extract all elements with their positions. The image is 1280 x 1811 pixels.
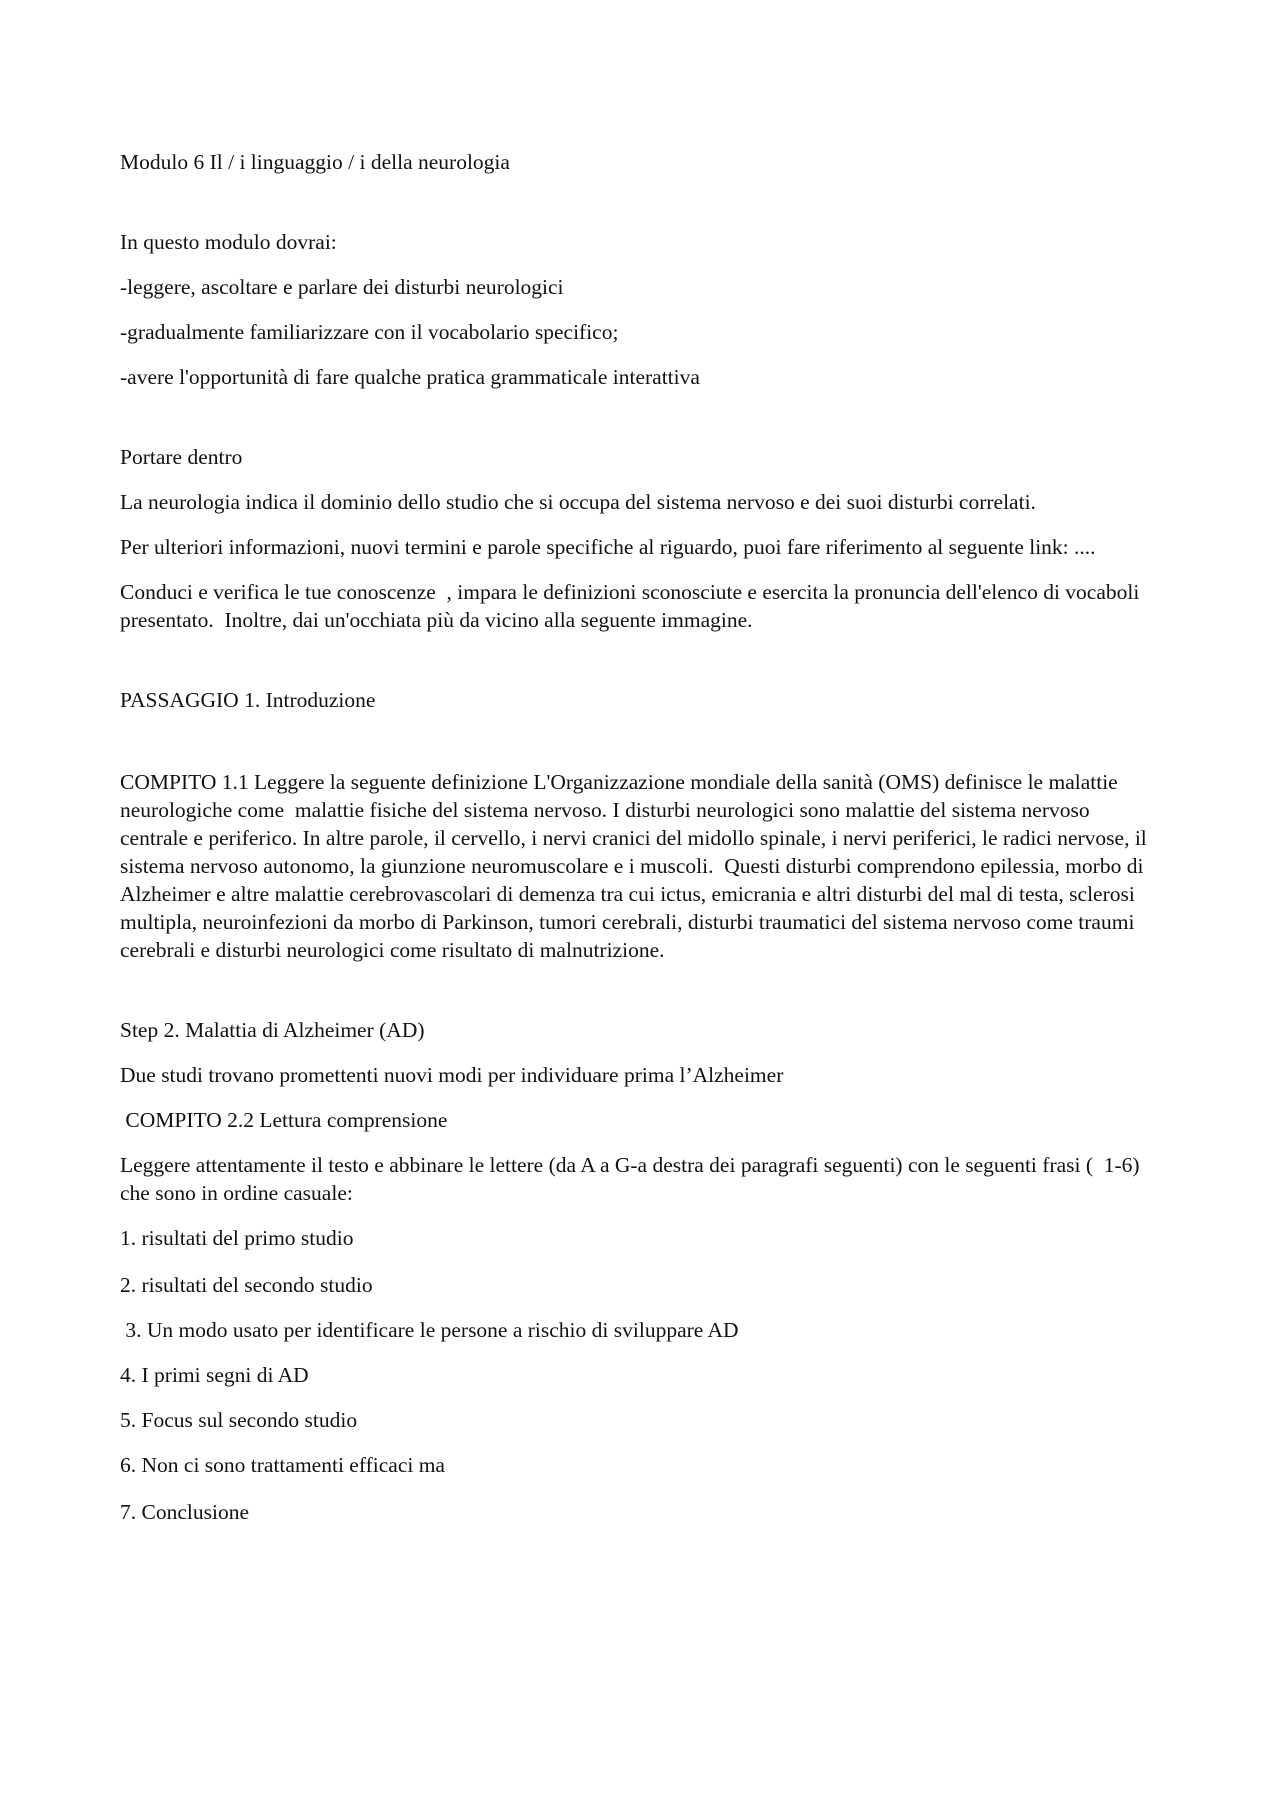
intro-lead: In questo modulo dovrai: — [120, 230, 337, 254]
list-item: 4. I primi segni di AD — [120, 1363, 309, 1387]
section-heading-step1: PASSAGGIO 1. Introduzione — [120, 688, 376, 712]
paragraph: La neurologia indica il dominio dello studio che si occupa del sistema nervoso e dei suoi disturbi correlati. — [120, 490, 1036, 514]
list-item: 6. Non ci sono trattamenti efficaci ma — [120, 1453, 445, 1477]
list-item: 2. risultati del secondo studio — [120, 1273, 373, 1297]
task-2-2-instructions: Leggere attentamente il testo e abbinare le lettere (da A a G-a destra dei paragrafi seguenti) con le seguenti frasi ( 1-6) che sono in ordine casuale: — [120, 1153, 1145, 1205]
section-heading-portare-dentro: Portare dentro — [120, 445, 243, 469]
task-2-2-title: COMPITO 2.2 Lettura comprensione — [120, 1108, 448, 1132]
intro-item: -avere l'opportunità di fare qualche pratica grammaticale interattiva — [120, 365, 700, 389]
list-item: 1. risultati del primo studio — [120, 1226, 354, 1250]
task-1-1-paragraph: COMPITO 1.1 Leggere la seguente definizione L'Organizzazione mondiale della sanità (OMS) definisce le malattie neurologiche come malattie fisiche del sistema nervoso. I disturbi neurologici sono malattie del sistema nervoso centrale e periferico. In altre parole, il cervello, i nervi cranici del midollo spinale, i nervi periferici, le radici nervose, il sistema nervoso autonomo, la giunzione neuromuscolare e i muscoli. Questi disturbi comprendono epilessia, morbo di Alzheimer e altre malattie cerebrovascolari di demenza tra cui ictus, emicrania e altri disturbi del mal di testa, sclerosi multipla, neuroinfezioni da morbo di Parkinson, tumori cerebrali, disturbi traumatici del sistema nervoso come traumi cerebrali e disturbi neurologici come risultato di malnutrizione. — [120, 770, 1153, 962]
step2-subheading: Due studi trovano promettenti nuovi modi per individuare prima l’Alzheimer — [120, 1063, 784, 1087]
list-item: 5. Focus sul secondo studio — [120, 1408, 358, 1432]
list-item: 7. Conclusione — [120, 1500, 249, 1524]
paragraph: Conduci e verifica le tue conoscenze , impara le definizioni sconosciute e esercita la pronuncia dell'elenco di vocaboli presentato. Inoltre, dai un'occhiata più da vicino alla seguente immagine. — [120, 580, 1145, 632]
document-page — [120, 148, 1160, 1526]
list-item: 3. Un modo usato per identificare le persone a rischio di sviluppare AD — [120, 1318, 739, 1342]
intro-item: -leggere, ascoltare e parlare dei disturbi neurologici — [120, 275, 564, 299]
document-title: Modulo 6 Il / i linguaggio / i della neurologia — [120, 150, 510, 174]
intro-item: -gradualmente familiarizzare con il vocabolario specifico; — [120, 320, 619, 344]
paragraph: Per ulteriori informazioni, nuovi termini e parole specifiche al riguardo, puoi fare riferimento al seguente link: .... — [120, 535, 1096, 559]
section-heading-step2: Step 2. Malattia di Alzheimer (AD) — [120, 1018, 425, 1042]
